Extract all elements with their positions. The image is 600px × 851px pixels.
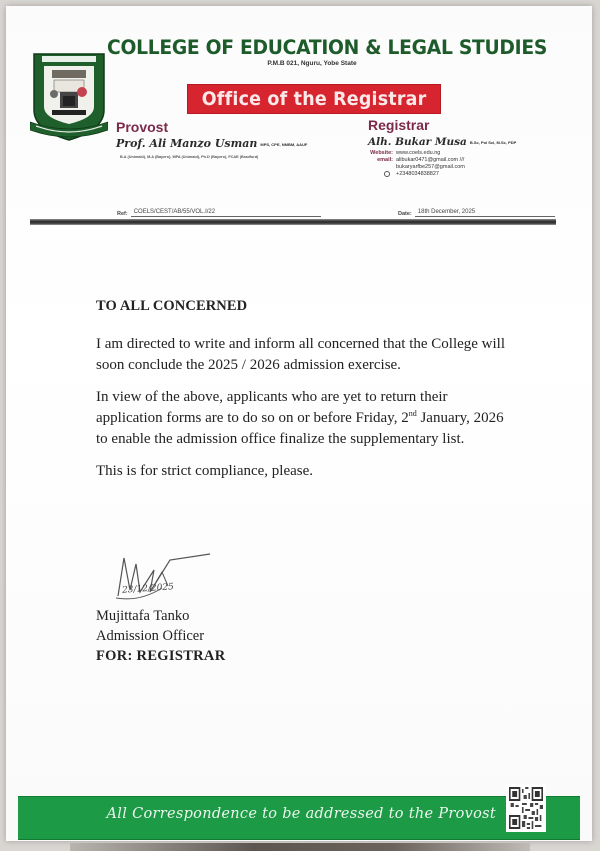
provost-name-text: Prof. Ali Manzo Usman	[116, 137, 258, 150]
letterhead-divider	[30, 219, 556, 225]
institution-name: COLLEGE OF EDUCATION & LEGAL STUDIES	[107, 36, 548, 59]
registrar-contacts	[368, 150, 568, 178]
letter-page	[6, 6, 592, 841]
paragraph-2	[96, 387, 516, 450]
date-label: Date:	[398, 211, 412, 217]
signature-date: 23/12/2025	[121, 582, 175, 596]
registrar-name-text: Alh. Bukar Musa	[368, 136, 467, 148]
contact-key: Website:	[370, 150, 393, 156]
ref-label: Ref:	[117, 211, 128, 217]
letter-body	[96, 296, 516, 493]
registrar-qualifications: B.Sc, Pol Sci, M.Sc, PDP	[469, 139, 517, 145]
signature-icon	[110, 552, 220, 606]
provost-honours: MPS, CPE, NMBM, AAUF	[260, 141, 308, 147]
signatory-for: FOR: REGISTRAR	[96, 648, 226, 664]
page-shadow	[70, 843, 530, 851]
email-link[interactable]: alibukar0471@gmail.com ///	[396, 157, 465, 163]
reference-line	[117, 209, 321, 217]
paragraph-2-part-2: January, 2026 to enable the admission office finalize the supplementary list.	[96, 410, 504, 447]
provost-qualifications: B.A (Unimaid), M.A (Bayero), MPA (Unimaid), Ph.D (Bayero), FCAE (Bradford)	[120, 155, 259, 159]
registrar-name	[368, 136, 516, 148]
paragraph-3: This is for strict compliance, please.	[96, 463, 314, 479]
contact-email-2	[368, 164, 568, 171]
contact-email	[368, 157, 568, 164]
phone-number: +2348034838827	[396, 171, 439, 177]
qr-code-icon[interactable]	[506, 784, 546, 832]
signatory-block	[96, 606, 225, 666]
date-line	[398, 209, 555, 217]
phone-icon	[384, 171, 390, 177]
contact-website	[368, 150, 568, 157]
provost-name	[116, 137, 307, 150]
signatory-title: Admission Officer	[96, 628, 205, 644]
provost-label: Provost	[116, 119, 169, 135]
contact-key	[368, 171, 396, 178]
ordinal-suffix: nd	[408, 409, 417, 418]
signatory-name: Mujittafa Tanko	[96, 608, 190, 624]
footer-text: All Correspondence to be addressed to the Provost	[106, 806, 496, 822]
office-title: Office of the Registrar	[201, 88, 427, 110]
contact-phone	[368, 171, 568, 178]
office-banner	[187, 84, 441, 114]
paragraph-2-part-1: In view of the above, applicants who are yet to return their application forms are to do so on or before Friday, 2	[96, 389, 448, 426]
ref-value: COELS/CEST/AB/55/VOL.I/22	[131, 209, 321, 217]
salutation: TO ALL CONCERNED	[96, 298, 248, 314]
registrar-label: Registrar	[368, 117, 430, 133]
paragraph-1: I am directed to write and inform all concerned that the College will soon conclude the 2025 / 2026 admission exercise.	[96, 336, 506, 373]
contact-key: email:	[377, 157, 393, 163]
college-crest-logo	[30, 52, 108, 142]
email-link[interactable]: bukaryarfbe257@gmail.com	[396, 164, 465, 170]
contact-key	[368, 164, 396, 171]
date-value: 18th December, 2025	[415, 209, 555, 217]
institution-address: P.M.B 021, Nguru, Yobe State	[267, 60, 357, 67]
website-link[interactable]: www.coels.edu.ng	[396, 150, 441, 156]
